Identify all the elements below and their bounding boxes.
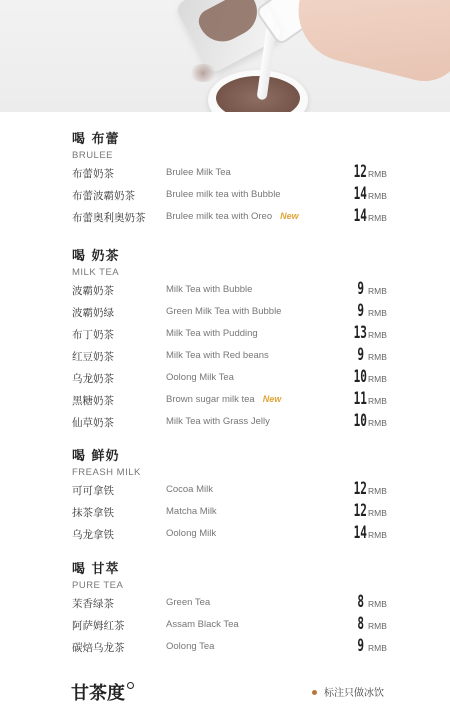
section-subtitle: BRULEE bbox=[72, 150, 114, 161]
section-header bbox=[72, 128, 120, 161]
item-name-en-text: Green Milk Tea with Bubble bbox=[166, 306, 282, 317]
item-price: 8 bbox=[357, 592, 364, 612]
item-name-en-text: Oolong Milk bbox=[166, 528, 217, 539]
item-name-en bbox=[166, 394, 281, 405]
item-price: 14 bbox=[353, 206, 367, 226]
item-price: 8 bbox=[357, 614, 364, 634]
item-price: 10 bbox=[353, 411, 367, 431]
item-name-en-text: Brown sugar milk tea bbox=[166, 394, 255, 405]
new-badge: New bbox=[262, 394, 282, 404]
item-name-en bbox=[166, 350, 269, 361]
footnote-text: 标注只做冰饮 bbox=[324, 688, 384, 699]
menu-item bbox=[72, 481, 392, 499]
item-price: 10 bbox=[353, 367, 367, 387]
brand-logo-text: 甘茶度 bbox=[71, 683, 125, 704]
menu-item bbox=[72, 186, 392, 204]
item-name-en bbox=[166, 306, 281, 317]
price-unit: RMB bbox=[368, 169, 387, 179]
price-unit: RMB bbox=[368, 330, 387, 340]
item-price: 12 bbox=[353, 479, 367, 499]
menu-item bbox=[72, 525, 392, 543]
item-name-en bbox=[166, 167, 231, 178]
item-name-cn: 布蕾波霸奶茶 bbox=[72, 190, 135, 202]
menu-item bbox=[72, 638, 392, 656]
item-price: 13 bbox=[353, 323, 367, 343]
menu-item bbox=[72, 369, 392, 387]
item-name-cn: 抹茶拿铁 bbox=[72, 507, 114, 519]
item-price: 12 bbox=[353, 162, 367, 182]
item-name-en-text: Green Tea bbox=[166, 597, 211, 608]
item-name-cn: 乌龙奶茶 bbox=[72, 373, 114, 385]
price-unit: RMB bbox=[368, 599, 387, 609]
footnote bbox=[312, 684, 384, 699]
item-name-en-text: Oolong Tea bbox=[166, 641, 215, 652]
menu-item bbox=[72, 208, 392, 226]
item-name-en-text: Brulee milk tea with Bubble bbox=[166, 189, 281, 200]
dot-icon bbox=[312, 690, 317, 695]
item-name-en-text: Cocoa Milk bbox=[166, 484, 213, 495]
menu-item bbox=[72, 594, 392, 612]
item-price: 11 bbox=[353, 389, 367, 409]
price-unit: RMB bbox=[368, 643, 387, 653]
section-title: 喝 甘萃 bbox=[72, 562, 120, 577]
item-name-en bbox=[166, 189, 281, 200]
item-name-en-text: Assam Black Tea bbox=[166, 619, 239, 630]
item-name-cn: 乌龙拿铁 bbox=[72, 529, 114, 541]
menu-item bbox=[72, 413, 392, 431]
item-name-cn: 仙草奶茶 bbox=[72, 417, 114, 429]
logo-circle-icon bbox=[127, 682, 134, 689]
menu-item bbox=[72, 391, 392, 409]
price-unit: RMB bbox=[368, 396, 387, 406]
price-unit: RMB bbox=[368, 374, 387, 384]
item-name-en bbox=[166, 597, 210, 608]
price-unit: RMB bbox=[368, 213, 387, 223]
item-name-en-text: Milk Tea with Bubble bbox=[166, 284, 253, 295]
item-name-cn: 波霸奶绿 bbox=[72, 307, 114, 319]
menu-item bbox=[72, 303, 392, 321]
price-unit: RMB bbox=[368, 530, 387, 540]
item-name-en-text: Brulee Milk Tea bbox=[166, 167, 231, 178]
item-name-en bbox=[166, 641, 214, 652]
item-price: 9 bbox=[357, 301, 364, 321]
item-name-cn: 布丁奶茶 bbox=[72, 329, 114, 341]
price-unit: RMB bbox=[368, 418, 387, 428]
item-name-cn: 布蕾奶茶 bbox=[72, 168, 114, 180]
section-subtitle: MILK TEA bbox=[72, 267, 120, 278]
item-name-en bbox=[166, 211, 299, 222]
menu-item bbox=[72, 347, 392, 365]
menu-item bbox=[72, 281, 392, 299]
menu-item bbox=[72, 164, 392, 182]
section-header bbox=[72, 245, 120, 278]
item-name-en bbox=[166, 484, 213, 495]
item-name-en-text: Milk Tea with Pudding bbox=[166, 328, 258, 339]
item-name-cn: 茉香绿茶 bbox=[72, 598, 114, 610]
section-subtitle: FREASH MILK bbox=[72, 467, 141, 478]
section-title: 喝 布蕾 bbox=[72, 132, 120, 147]
item-name-cn: 波霸奶茶 bbox=[72, 285, 114, 297]
item-name-en-text: Milk Tea with Grass Jelly bbox=[166, 416, 270, 427]
item-name-cn: 黑糖奶茶 bbox=[72, 395, 114, 407]
item-name-en bbox=[166, 328, 258, 339]
section-header bbox=[72, 558, 123, 591]
item-name-en bbox=[166, 372, 234, 383]
menu-item bbox=[72, 325, 392, 343]
item-name-cn: 碳焙乌龙茶 bbox=[72, 642, 125, 654]
brand-logo bbox=[71, 679, 134, 705]
item-name-en-text: Brulee milk tea with Oreo bbox=[166, 211, 273, 222]
section-title: 喝 鲜奶 bbox=[72, 449, 120, 464]
hand bbox=[288, 0, 450, 89]
item-price: 12 bbox=[353, 501, 367, 521]
new-badge: New bbox=[280, 211, 299, 221]
item-price: 14 bbox=[353, 523, 367, 543]
section-title: 喝 奶茶 bbox=[72, 249, 120, 264]
item-name-en bbox=[166, 416, 270, 427]
menu-item bbox=[72, 503, 392, 521]
item-name-en bbox=[166, 528, 216, 539]
price-unit: RMB bbox=[368, 486, 387, 496]
price-unit: RMB bbox=[368, 308, 387, 318]
item-name-en-text: Oolong Milk Tea bbox=[166, 372, 234, 383]
item-name-cn: 阿萨姆红茶 bbox=[72, 620, 125, 632]
item-price: 14 bbox=[353, 184, 367, 204]
item-name-en-text: Milk Tea with Red beans bbox=[166, 350, 269, 361]
price-unit: RMB bbox=[368, 352, 387, 362]
section-header bbox=[72, 445, 141, 478]
price-unit: RMB bbox=[368, 621, 387, 631]
item-name-cn: 可可拿铁 bbox=[72, 485, 114, 497]
price-unit: RMB bbox=[368, 286, 387, 296]
item-name-en-text: Matcha Milk bbox=[166, 506, 217, 517]
section-subtitle: PURE TEA bbox=[72, 580, 124, 591]
item-price: 9 bbox=[357, 279, 364, 299]
item-name-en bbox=[166, 284, 252, 295]
item-price: 9 bbox=[357, 636, 364, 656]
item-name-en bbox=[166, 506, 217, 517]
menu-item bbox=[72, 616, 392, 634]
item-name-cn: 布蕾奥利奥奶茶 bbox=[72, 212, 146, 224]
powder-dust bbox=[188, 64, 218, 82]
hero-image bbox=[0, 0, 450, 112]
price-unit: RMB bbox=[368, 508, 387, 518]
price-unit: RMB bbox=[368, 191, 387, 201]
item-name-en bbox=[166, 619, 239, 630]
item-price: 9 bbox=[357, 345, 364, 365]
item-name-cn: 红豆奶茶 bbox=[72, 351, 114, 363]
